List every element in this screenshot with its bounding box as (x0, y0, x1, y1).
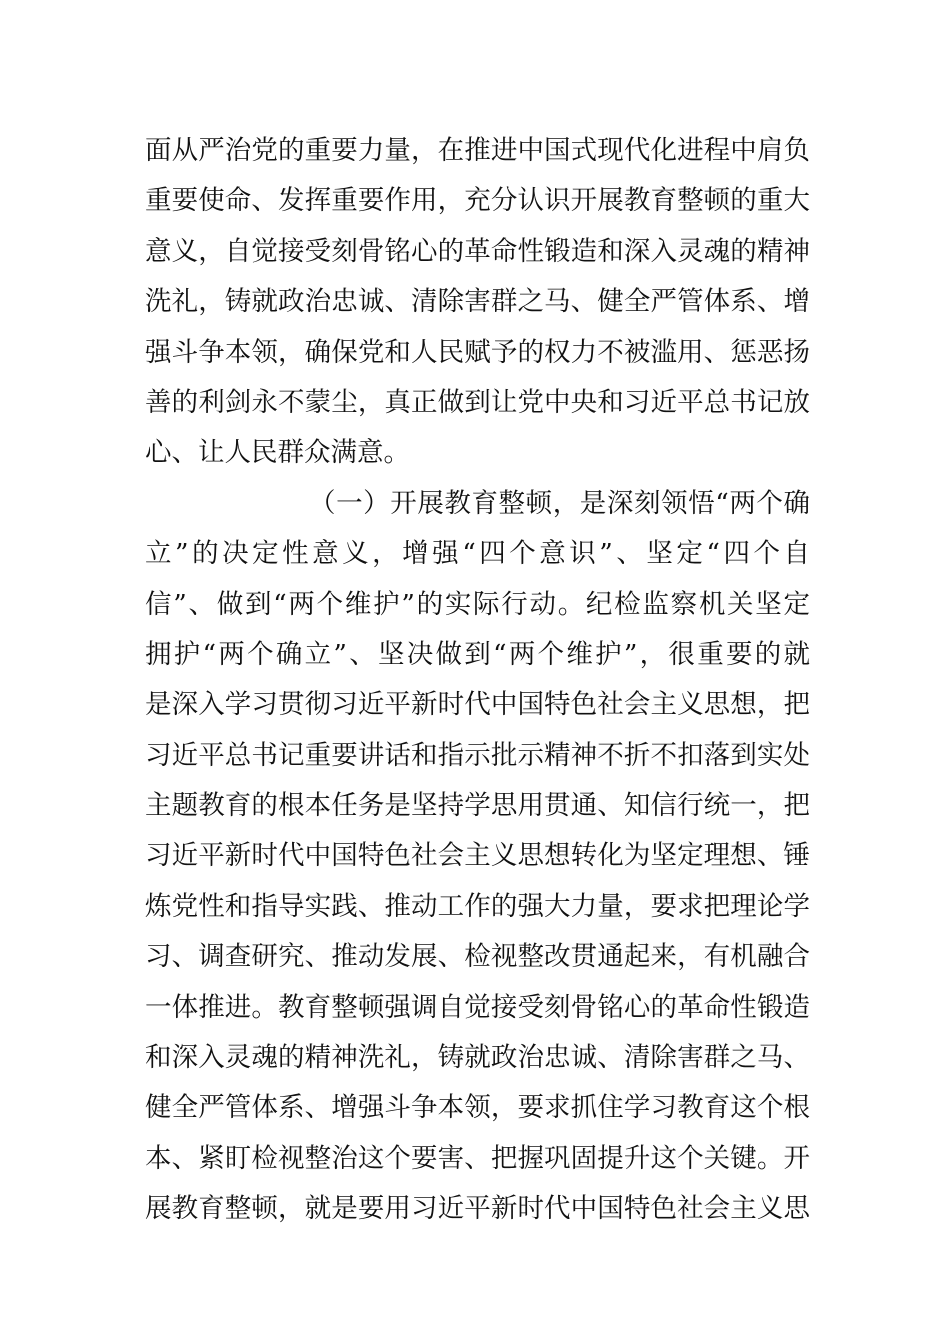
paragraph-line: 善的利剑永不蒙尘，真正做到让党中央和习近平总书记放 (145, 386, 810, 418)
paragraph-line: 和深入灵魂的精神洗礼，铸就政治忠诚、清除害群之马、 (145, 1042, 810, 1074)
paragraph-line: 意义，自觉接受刻骨铭心的革命性锻造和深入灵魂的精神 (145, 235, 810, 267)
paragraph-1 (145, 126, 810, 479)
paragraph-line: 习、调查研究、推动发展、检视整改贯通起来，有机融合 (145, 941, 810, 973)
paragraph-line: 拥护“两个确立”、坚决做到“两个维护”，很重要的就 (145, 638, 810, 670)
paragraph-line: 是深入学习贯彻习近平新时代中国特色社会主义思想，把 (145, 689, 810, 721)
paragraph-line: 一体推进。教育整顿强调自觉接受刻骨铭心的革命性锻造 (145, 991, 810, 1023)
paragraph-line: 洗礼，铸就政治忠诚、清除害群之马、健全严管体系、增 (145, 286, 810, 318)
paragraph-line: 重要使命、发挥重要作用，充分认识开展教育整顿的重大 (145, 185, 810, 217)
paragraph-line: 心、让人民群众满意。 (145, 437, 410, 469)
paragraph-line: 展教育整顿，就是要用习近平新时代中国特色社会主义思 (145, 1193, 810, 1225)
paragraph-line: 信”、做到“两个维护”的实际行动。纪检监察机关坚定 (145, 588, 810, 620)
paragraph-line: 立”的决定性意义，增强“四个意识”、坚定“四个自 (145, 538, 810, 570)
paragraph-line: 面从严治党的重要力量，在推进中国式现代化进程中肩负 (145, 135, 810, 166)
paragraph-line: 健全严管体系、增强斗争本领，要求抓住学习教育这个根 (145, 1092, 810, 1124)
paragraph-line: 习近平新时代中国特色社会主义思想转化为坚定理想、锤 (145, 840, 810, 872)
paragraph-line: 强斗争本领，确保党和人民赋予的权力不被滥用、惩恶扬 (145, 336, 810, 368)
paragraph-line: 炼党性和指导实践、推动工作的强大力量，要求把理论学 (145, 890, 810, 922)
document-body (145, 126, 810, 1235)
paragraph-line: 习近平总书记重要讲话和指示批示精神不折不扣落到实处 (145, 739, 810, 771)
paragraph-line: 主题教育的根本任务是坚持学思用贯通、知信行统一，把 (145, 790, 810, 822)
section-heading-line: （一）开展教育整顿，是深刻领悟“两个确 (309, 487, 810, 519)
paragraph-2 (145, 479, 810, 1235)
paragraph-line: 本、紧盯检视整治这个要害、把握巩固提升这个关键。开 (145, 1142, 810, 1174)
